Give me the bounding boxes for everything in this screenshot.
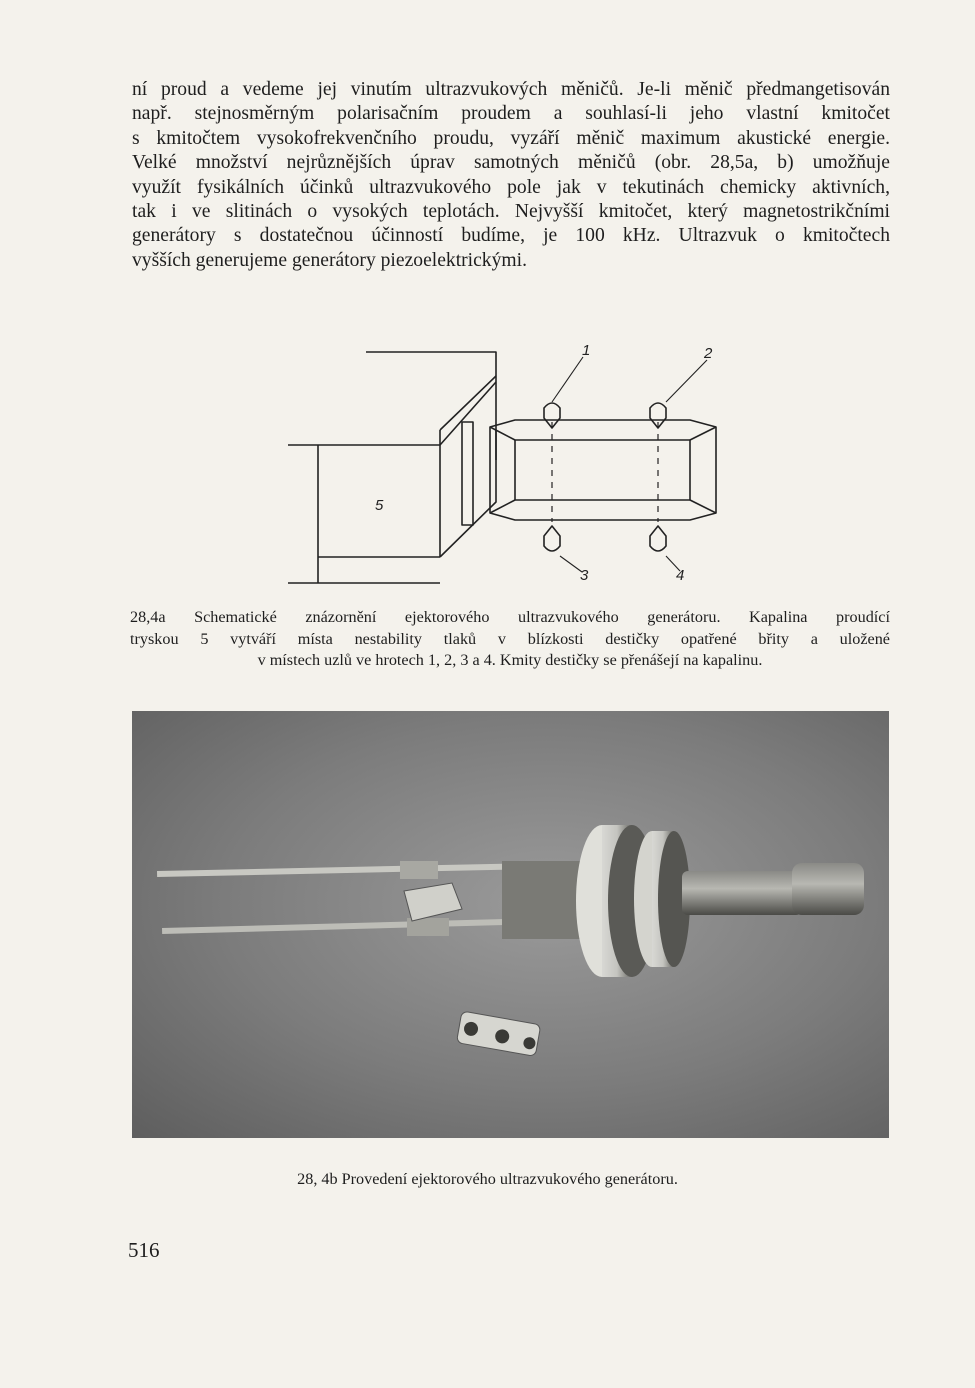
caption-line: v místech uzlů ve hrotech 1, 2, 3 a 4. Kmity destičky se přenášejí na kapalinu.	[257, 651, 763, 669]
text-line: ní proud a vedeme jej vinutím ultrazvukových měničů. Je-li měnič předmangetisován	[132, 79, 890, 100]
label-5: 5	[375, 497, 384, 514]
label-3: 3	[580, 567, 589, 584]
text-line: Velké množství nejrůznějších úprav samotných měničů (obr. 28,5a, b) umožňuje	[132, 152, 890, 174]
text-line: vyšších generujeme generátory piezoelektrickými.	[132, 249, 527, 271]
text-line: s kmitočtem vysokofrekvenčního proudu, vyzáří měnič maximum akustické energie.	[132, 127, 890, 149]
figure-a-caption	[130, 607, 890, 672]
label-1: 1	[582, 342, 591, 359]
body-paragraph	[132, 78, 890, 273]
page-number: 516	[128, 1238, 160, 1262]
text-line: generátory s dostatečnou účinností budíme, je 100 kHz. Ultrazvuk o kmitočtech	[132, 225, 890, 247]
nozzle-top-edge	[366, 352, 496, 460]
text-line: např. stejnosměrným polarisačním proudem a souhlasí-li jeho vlastní kmitočet	[132, 103, 890, 125]
caption-line: tryskou 5 vytváří místa nestability tlaků v blízkosti destičky opatřené břity a uložené	[130, 629, 890, 648]
text-line: tak i ve slitinách o vysokých teplotách. Nejvyšší kmitočet, který magnetostrikčními	[132, 201, 890, 223]
label-4: 4	[676, 567, 685, 584]
tip-3	[544, 526, 560, 551]
ejector-schematic-diagram	[270, 330, 740, 595]
tip-4	[650, 526, 666, 551]
caption-line: 28,4a Schematické znázornění ejektorového ultrazvukového generátoru. Kapalina proudící	[130, 608, 890, 626]
generator-photo-illustration	[132, 711, 889, 1138]
generator-photo	[132, 711, 889, 1138]
nozzle-top-bevel	[288, 382, 496, 445]
label-2: 2	[704, 345, 713, 362]
text-line: využít fysikálních účinků ultrazvukového pole jak v tekutinách chemicky aktivních,	[132, 176, 890, 198]
figure-b-caption: 28, 4b Provedení ejektorového ultrazvukového generátoru.	[297, 1170, 678, 1188]
